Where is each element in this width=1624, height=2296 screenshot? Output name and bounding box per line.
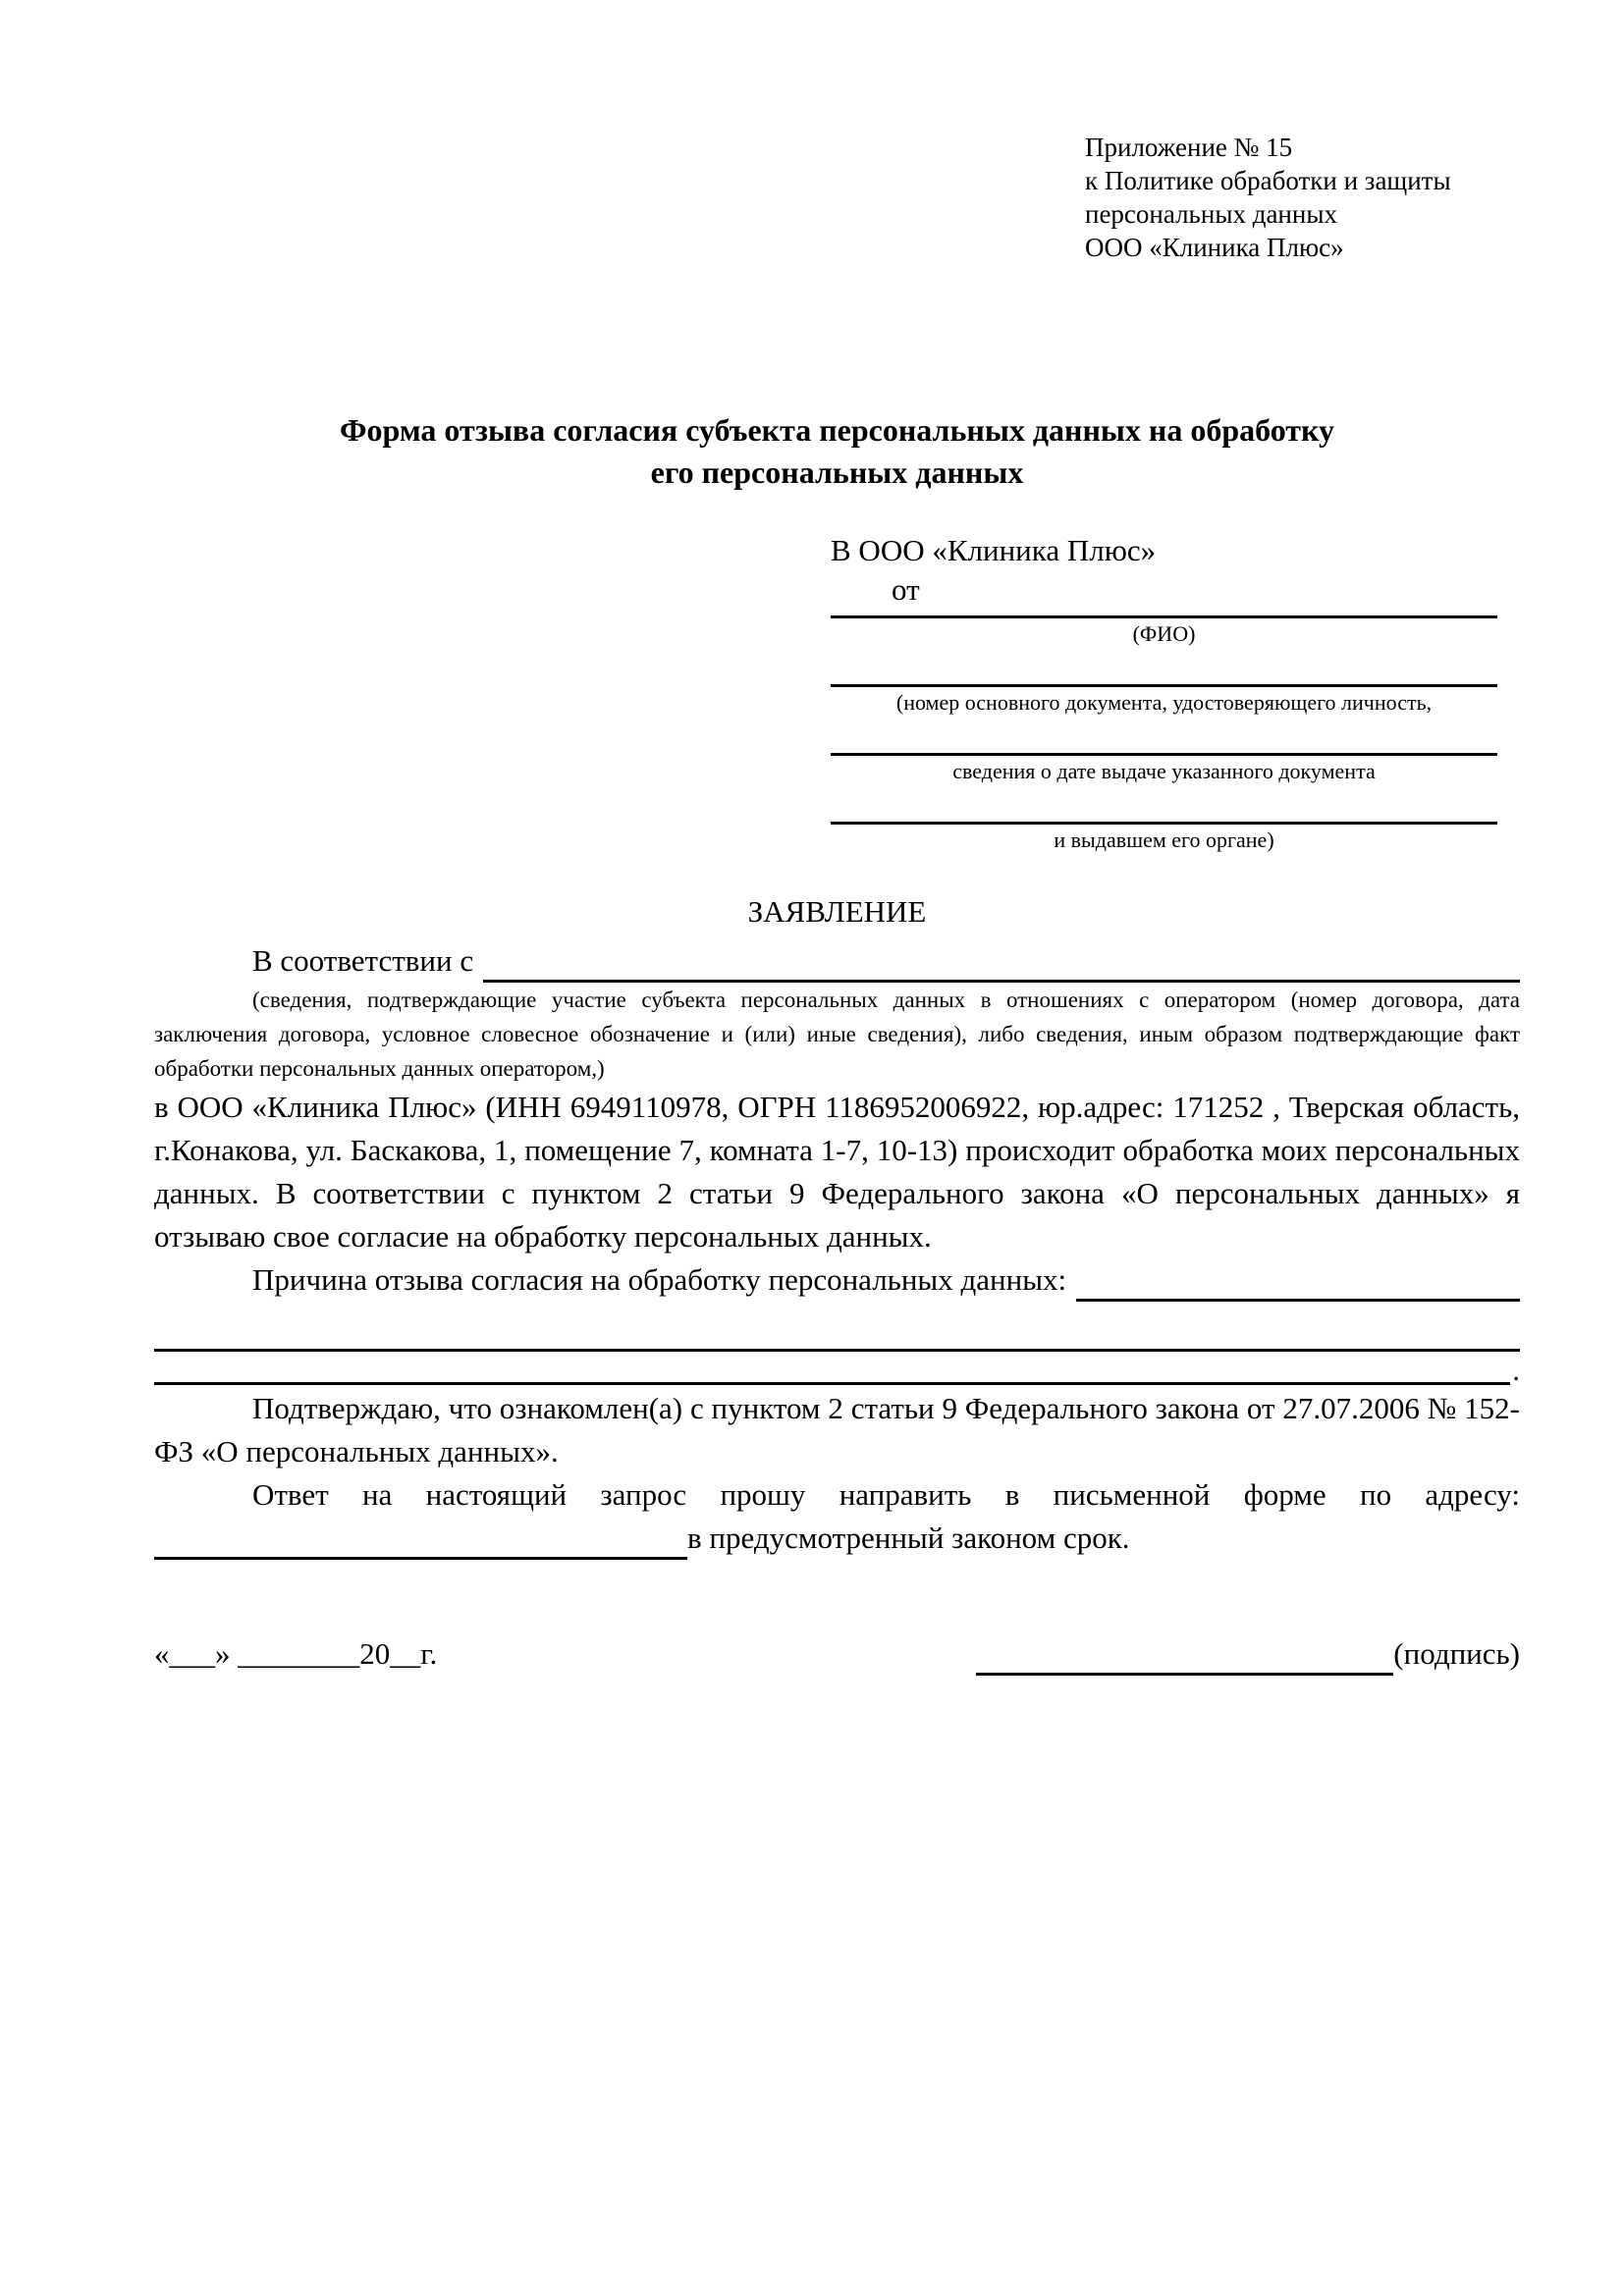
appendix-note-line: ООО «Клиника Плюс» <box>1085 233 1344 262</box>
reply-suffix: в предусмотренный законом срок. <box>687 1521 1130 1555</box>
signature-group <box>976 1632 1520 1676</box>
signature-label: (подпись) <box>1393 1636 1520 1671</box>
appendix-note-line: персональных данных <box>1085 199 1337 229</box>
addressee-to: В ООО «Клиника Плюс» <box>831 533 1157 567</box>
page-title-line2: его персональных данных <box>650 454 1024 490</box>
signature-fill-line <box>976 1639 1393 1676</box>
signoff-row <box>154 1632 1520 1676</box>
appendix-note-line: Приложение № 15 <box>1085 133 1293 162</box>
reason-prefix: Причина отзыва согласия на обработку персональных данных: <box>252 1262 1067 1297</box>
reply-request-line: Ответ на настоящий запрос прошу направить в письменной форме по адресу: <box>252 1477 1520 1512</box>
doc-issuer-field <box>831 784 1497 853</box>
reason-fill-line <box>1076 1299 1520 1302</box>
address-fill-line <box>154 1557 687 1560</box>
date-blank-line: «___» ________20__г. <box>154 1636 438 1671</box>
blank-fill-line-2 <box>154 1352 1520 1385</box>
doc-date-fill-line <box>831 716 1497 756</box>
doc-number-label: (номер основного документа, удостоверяющего личность, <box>895 690 1433 715</box>
appendix-note <box>1085 131 1520 264</box>
statement-heading: ЗАЯВЛЕНИЕ <box>747 894 927 929</box>
reply-address-line <box>154 1517 1520 1560</box>
addressee-block <box>831 531 1497 853</box>
page-title <box>154 409 1520 494</box>
doc-date-label: сведения о дате выдаче указанного документа <box>952 759 1376 783</box>
page-title-line1: Форма отзыва согласия субъекта персональных данных на обработку <box>340 412 1334 448</box>
addressee-from-label: от <box>892 572 920 607</box>
fine-print-note: (сведения, подтверждающие участие субъекта персональных данных в отношениях с оператором (номер договора, дата заключения договора, условное словесное обозначение и (или) иные сведения), либо сведения, иным образом подтверждающие факт обработки персональных данных оператором,) <box>154 988 1520 1081</box>
doc-number-field <box>831 647 1497 716</box>
fio-label: (ФИО) <box>1132 621 1196 646</box>
blank-fill-line-1 <box>154 1302 1520 1352</box>
fio-fill-line <box>831 610 1497 618</box>
doc-number-fill-line <box>831 647 1497 687</box>
intro-prefix: В соответствии с <box>252 943 474 978</box>
blank-fill-line-2-rule <box>154 1382 1510 1385</box>
body-paragraph: в ООО «Клиника Плюс» (ИНН 6949110978, ОГРН 1186952006922, юр.адрес: 171252 , Тверская область, г.Конакова, ул. Баскакова, 1, помещение 7, комната 1-7, 10-13) происходит обработка моих персональных данных. В соответствии с пунктом 2 статьи 9 Федерального закона «О персональных данных» я отзываю свое согласие на обработку персональных данных. <box>154 1090 1520 1254</box>
doc-issuer-fill-line <box>831 784 1497 825</box>
appendix-note-line: к Политике обработки и защиты <box>1085 166 1451 195</box>
intro-line <box>154 939 1520 983</box>
acknowledgement-paragraph: Подтверждаю, что ознакомлен(а) с пунктом 2 статьи 9 Федерального закона от 27.07.2006 № 152-ФЗ «О персональных данных». <box>154 1391 1520 1468</box>
reason-line <box>154 1258 1520 1302</box>
doc-issuer-label: и выдавшем его органе) <box>1054 828 1274 852</box>
fio-field <box>831 610 1497 647</box>
doc-date-field <box>831 716 1497 784</box>
blank-line-terminator: . <box>1512 1353 1520 1387</box>
